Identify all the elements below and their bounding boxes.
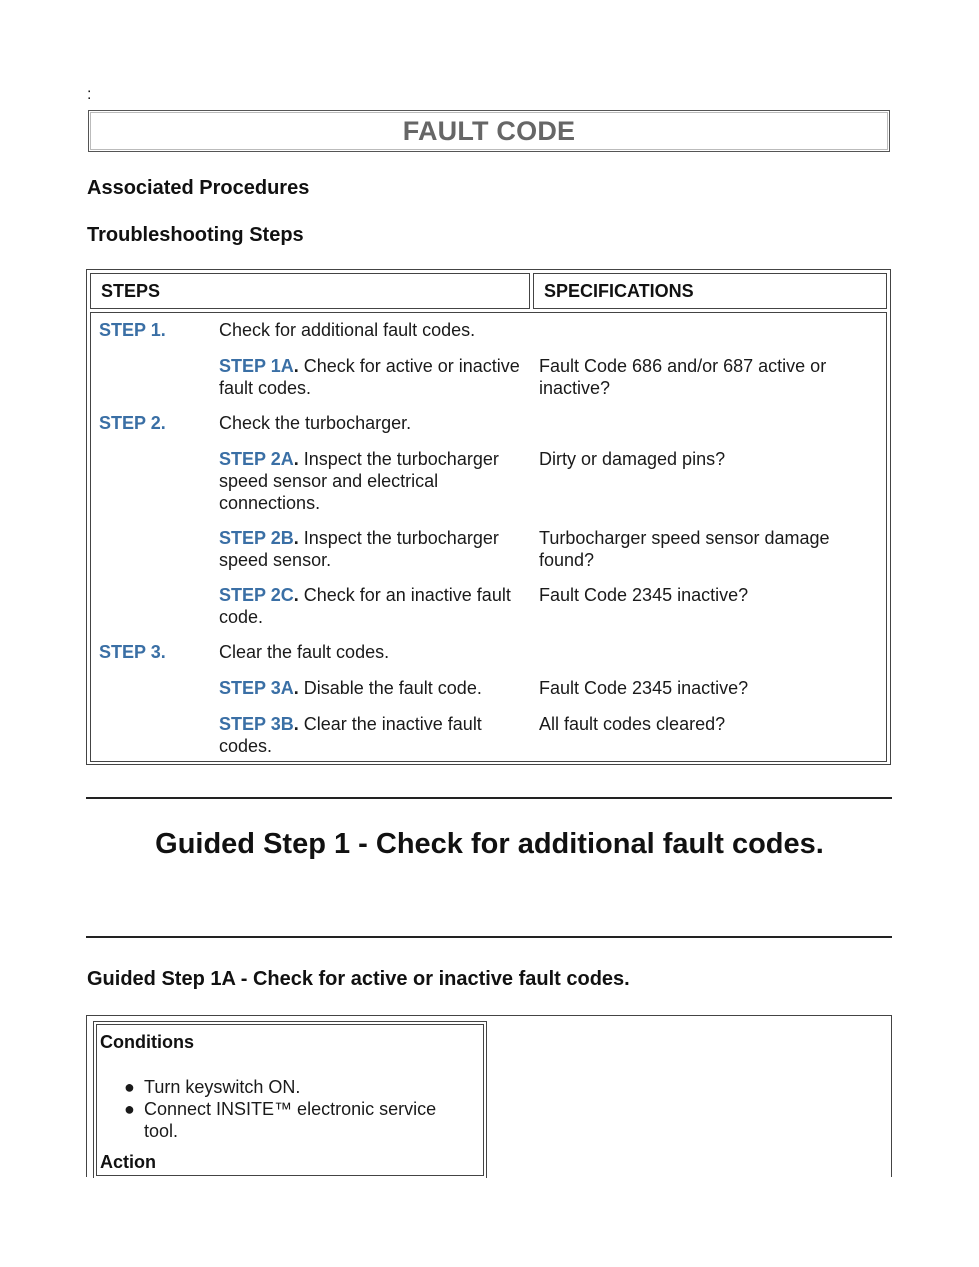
list-item: ● Turn keyswitch ON.: [124, 1077, 301, 1097]
substep-link[interactable]: STEP 2C.: [219, 585, 299, 605]
section-divider: [86, 797, 892, 799]
specification-text: All fault codes cleared?: [539, 714, 726, 734]
substep-link[interactable]: STEP 2A.: [219, 449, 299, 469]
list-item: ● Connect INSITE™ electronic service tool.: [124, 1099, 437, 1141]
specification-text: Turbocharger speed sensor damage found?: [539, 528, 830, 570]
troubleshooting-steps-heading: Troubleshooting Steps: [87, 224, 304, 246]
substep-description: STEP 1A. Check for active or inactive fault codes.: [219, 356, 520, 398]
substep-link[interactable]: STEP 1A.: [219, 356, 299, 376]
step-number: STEP 3.: [99, 642, 166, 662]
steps-header: STEPS: [90, 273, 530, 309]
guided-step-1a-title: Guided Step 1A - Check for active or inactive fault codes.: [87, 968, 630, 990]
substep-description: STEP 3B. Clear the inactive fault codes.: [219, 714, 482, 756]
substep-link[interactable]: STEP 2B.: [219, 528, 299, 548]
step-description: Check the turbocharger.: [219, 413, 412, 433]
specifications-header: SPECIFICATIONS: [533, 273, 887, 309]
substep-description: STEP 2A. Inspect the turbocharger speed sensor and electrical connections.: [219, 449, 499, 513]
conditions-heading: Conditions: [100, 1032, 194, 1052]
steps-table: [86, 269, 891, 765]
substep-description: STEP 3A. Disable the fault code.: [219, 678, 482, 698]
substep-link[interactable]: STEP 3B.: [219, 714, 299, 734]
specification-text: Fault Code 686 and/or 687 active or inactive?: [539, 356, 827, 398]
bullet-icon: ●: [124, 1099, 135, 1119]
action-heading: Action: [100, 1152, 156, 1172]
step-description: Clear the fault codes.: [219, 642, 390, 662]
fault-code-title: FAULT CODE: [402, 115, 576, 146]
guided-step-1a-table: [86, 1015, 892, 1177]
bullet-icon: ●: [124, 1077, 135, 1097]
step-number: STEP 2.: [99, 413, 166, 433]
substep-link[interactable]: STEP 3A.: [219, 678, 299, 698]
substep-description: STEP 2C. Check for an inactive fault code.: [219, 585, 511, 627]
leading-colon: :: [87, 86, 92, 103]
associated-procedures-heading: Associated Procedures: [87, 177, 310, 199]
specification-text: Fault Code 2345 inactive?: [539, 678, 749, 698]
specification-text: Fault Code 2345 inactive?: [539, 585, 749, 605]
step-number: STEP 1.: [99, 320, 166, 340]
steps-table-body: [90, 312, 887, 762]
conditions-cell: [93, 1021, 487, 1178]
step-description: Check for additional fault codes.: [219, 320, 476, 340]
section-divider: [86, 936, 892, 938]
conditions-list: [124, 1076, 464, 1142]
guided-step-1-title: Guided Step 1 - Check for additional fault codes.: [155, 828, 824, 860]
substep-description: STEP 2B. Inspect the turbocharger speed sensor.: [219, 528, 499, 570]
specification-text: Dirty or damaged pins?: [539, 449, 726, 469]
fault-code-title-box: [88, 110, 890, 152]
